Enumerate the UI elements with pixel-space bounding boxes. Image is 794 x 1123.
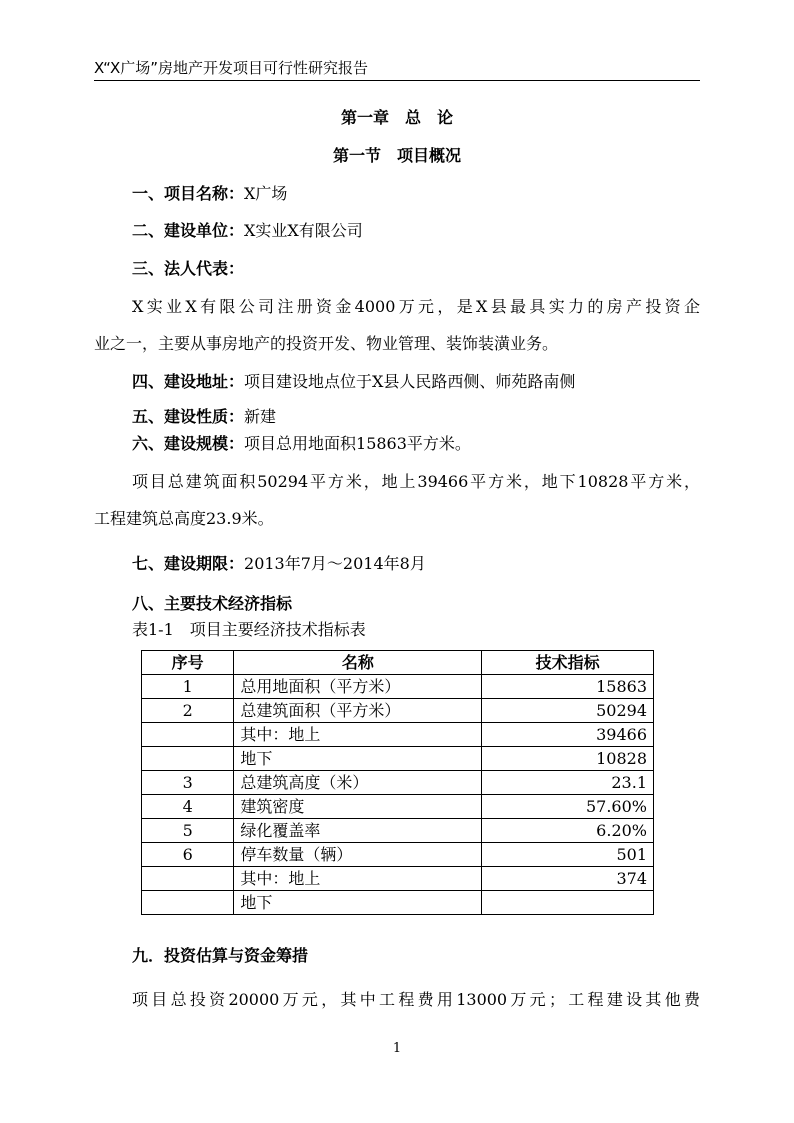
item-value: 新建: [244, 407, 277, 426]
cell-value: 39466: [482, 723, 654, 747]
header-name: 名称: [234, 651, 482, 675]
cell-name: 其中：地上: [234, 867, 482, 891]
cell-name: 总建筑面积（平方米）: [234, 699, 482, 723]
item-period: [132, 552, 426, 576]
cell-no: [142, 723, 234, 747]
table-caption: 表1-1 项目主要经济技术指标表: [132, 620, 366, 639]
cell-value: 374: [482, 867, 654, 891]
item-nature: [132, 405, 276, 429]
table-row: [142, 723, 654, 747]
header-title: X“X广场”房地产开发项目可行性研究报告: [94, 59, 369, 77]
item-investment: 九．投资估算与资金筹措: [132, 946, 309, 965]
cell-value: 10828: [482, 747, 654, 771]
cell-no: 1: [142, 675, 234, 699]
header-no: 序号: [142, 651, 234, 675]
cell-no: [142, 747, 234, 771]
item-value: 项目建设地点位于X县人民路西侧、师苑路南侧: [244, 372, 576, 391]
cell-value: 50294: [482, 699, 654, 723]
cell-name: 其中：地上: [234, 723, 482, 747]
chapter-title: 第一章 总 论: [340, 108, 453, 127]
scale-paragraph-line-1: 项目总建筑面积50294平方米，地上39466平方米，地下10828平方米，: [132, 472, 700, 491]
table-row: [142, 795, 654, 819]
item-label: 五、建设性质：: [132, 407, 245, 426]
cell-name: 地下: [234, 891, 482, 915]
item-scale: [132, 432, 471, 456]
cell-value: 57.60%: [482, 795, 654, 819]
cell-value: 501: [482, 843, 654, 867]
cell-name: 绿化覆盖率: [234, 819, 482, 843]
cell-value: [482, 891, 654, 915]
header-value: 技术指标: [482, 651, 654, 675]
item-project-name: [132, 182, 287, 206]
table-row: [142, 843, 654, 867]
cell-no: 5: [142, 819, 234, 843]
table-row: [142, 675, 654, 699]
scale-paragraph-line-2: 工程建筑总高度23.9米。: [94, 509, 274, 528]
table-header-row: [142, 651, 654, 675]
item-value: 项目总用地面积15863平方米。: [244, 434, 471, 453]
table-row: [142, 867, 654, 891]
table-row: [142, 891, 654, 915]
table-row: [142, 771, 654, 795]
cell-no: [142, 867, 234, 891]
cell-no: 4: [142, 795, 234, 819]
cell-no: 2: [142, 699, 234, 723]
item-legal-rep: [132, 257, 244, 281]
cell-value: 15863: [482, 675, 654, 699]
item-label: 四、建设地址：: [132, 372, 245, 391]
rep-paragraph-line-2: 业之一，主要从事房地产的投资开发、物业管理、装饰装潢业务。: [94, 334, 559, 353]
item-label: 六、建设规模：: [132, 434, 245, 453]
item-indicators: 八、主要技术经济指标: [132, 594, 293, 613]
item-value: X实业X有限公司: [244, 221, 363, 240]
cell-name: 建筑密度: [234, 795, 482, 819]
item-address: [132, 370, 575, 394]
page-number: 1: [392, 1041, 402, 1056]
item-label: 二、建设单位：: [132, 221, 245, 240]
item-construction-unit: [132, 219, 363, 243]
table-row: [142, 699, 654, 723]
section-title: 第一节 项目概况: [332, 146, 461, 165]
table-row: [142, 747, 654, 771]
indicators-table: [141, 650, 654, 915]
cell-value: 23.1: [482, 771, 654, 795]
item-value: 2013年7月～2014年8月: [244, 554, 426, 573]
investment-paragraph: 项目总投资20000万元，其中工程费用13000万元；工程建设其他费: [132, 990, 700, 1009]
cell-no: [142, 891, 234, 915]
item-value: X广场: [244, 184, 288, 203]
cell-name: 停车数量（辆）: [234, 843, 482, 867]
item-label: 三、法人代表：: [132, 259, 245, 278]
cell-name: 总建筑高度（米）: [234, 771, 482, 795]
cell-name: 总用地面积（平方米）: [234, 675, 482, 699]
page-header: [94, 56, 700, 81]
cell-name: 地下: [234, 747, 482, 771]
cell-value: 6.20%: [482, 819, 654, 843]
cell-no: 6: [142, 843, 234, 867]
cell-no: 3: [142, 771, 234, 795]
item-label: 一、项目名称：: [132, 184, 245, 203]
item-label: 七、建设期限：: [132, 554, 245, 573]
rep-paragraph-line-1: X实业X有限公司注册资金4000万元，是X县最具实力的房产投资企: [132, 297, 700, 316]
table-row: [142, 819, 654, 843]
